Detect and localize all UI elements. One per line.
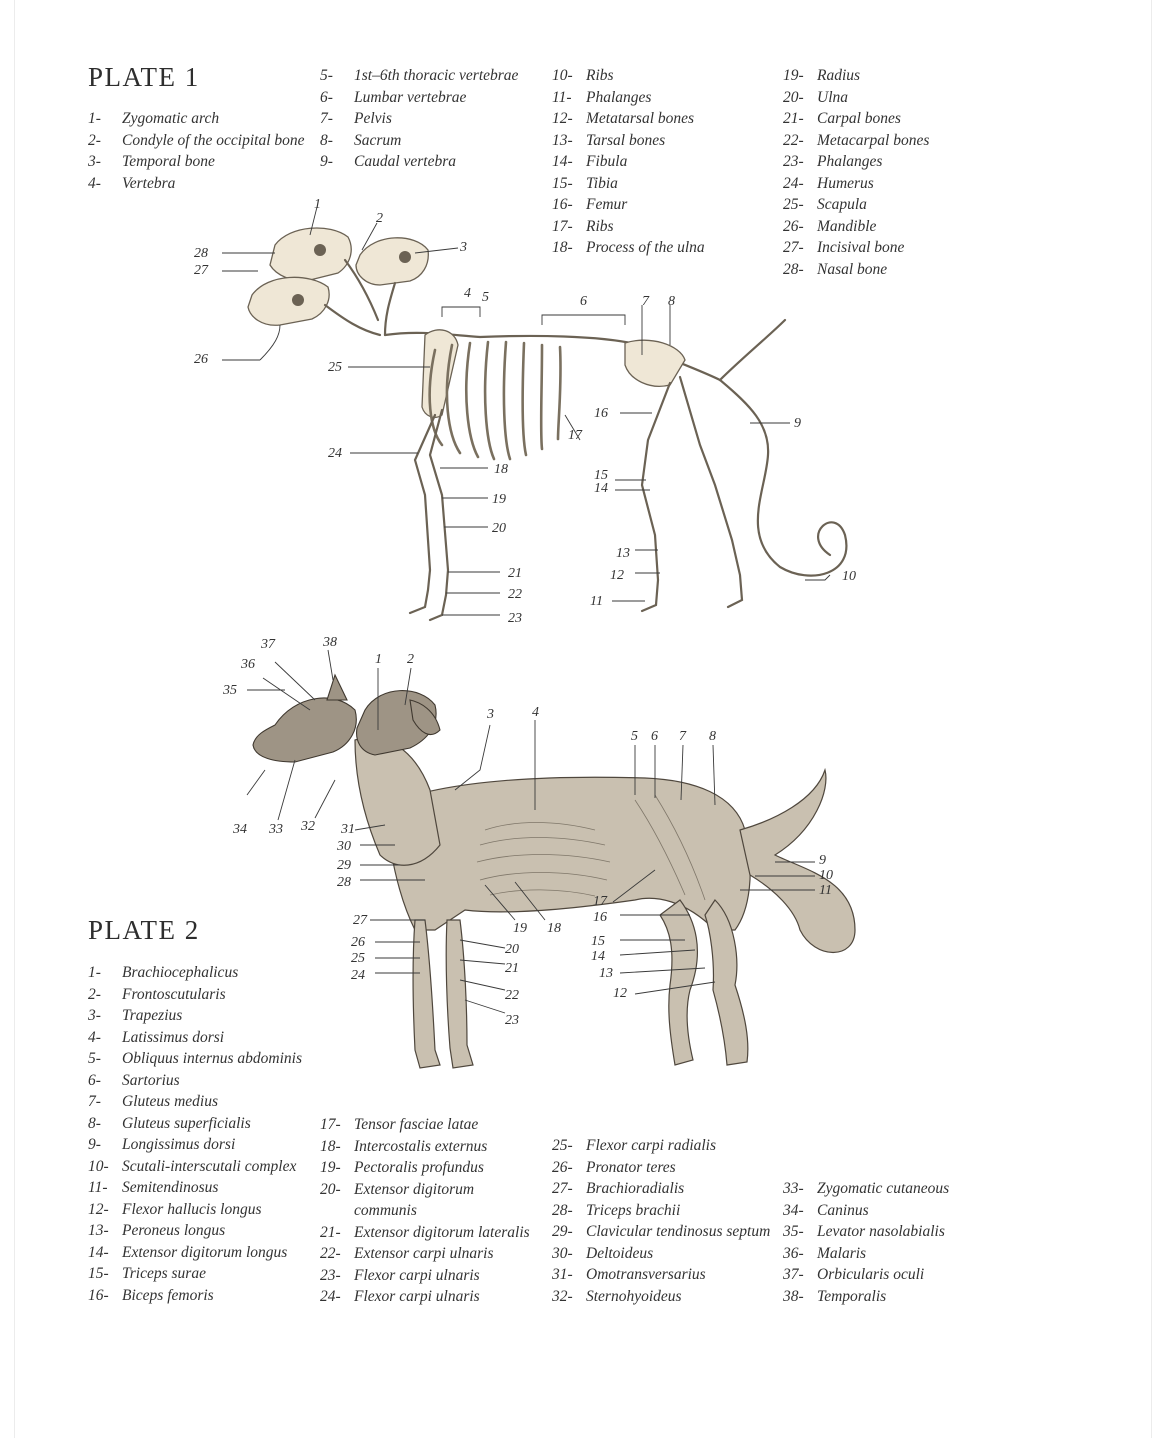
legend-number: 18-	[552, 239, 573, 256]
legend-item	[783, 1200, 949, 1222]
legend-item	[783, 108, 929, 130]
legend-item	[783, 130, 929, 152]
callout-27: 27	[353, 913, 367, 928]
legend-term: Frontoscutularis	[122, 985, 226, 1003]
callout-26: 26	[351, 935, 365, 950]
legend-number: 36-	[783, 1244, 804, 1262]
legend-number: 14-	[88, 1243, 109, 1261]
hind-leg-far	[680, 377, 742, 607]
legend-number: 24-	[783, 174, 804, 192]
callout-26: 26	[194, 352, 208, 367]
legend-number: 28-	[552, 1201, 573, 1219]
legend-term: Tensor fasciae latae	[354, 1116, 479, 1133]
legend-item	[320, 1157, 530, 1179]
legend-number: 32-	[552, 1287, 573, 1305]
legend-term: Tibia	[586, 174, 618, 192]
legend-item	[552, 87, 705, 109]
legend-number: 12-	[552, 110, 573, 127]
legend-item	[783, 173, 929, 195]
ribcage	[430, 342, 561, 459]
front-leg-near	[410, 415, 435, 613]
legend-term: Brachiocephalicus	[122, 964, 239, 981]
skeleton-illustration	[180, 195, 880, 635]
legend-number: 22-	[320, 1245, 341, 1262]
callout-14: 14	[591, 949, 605, 964]
legend-term: Vertebra	[122, 174, 176, 192]
legend-number: 13-	[88, 1222, 109, 1239]
legend-term: Scutali-interscutali complex	[122, 1157, 297, 1175]
legend-term: Ribs	[586, 217, 614, 235]
legend-term: Zygomatic cutaneous	[817, 1180, 950, 1197]
legend-term: Process of the ulna	[586, 239, 705, 256]
legend-item	[552, 108, 705, 130]
legend-item	[320, 1286, 530, 1308]
plate2-legend-col4	[783, 1178, 949, 1307]
callout-6: 6	[651, 729, 658, 744]
legend-item	[320, 1136, 530, 1158]
hind-leg-near	[642, 383, 670, 611]
legend-number: 5-	[88, 1050, 101, 1067]
legend-term: Biceps femoris	[122, 1286, 214, 1304]
plate2-legend-col1	[88, 962, 302, 1306]
legend-term: Malaris	[817, 1244, 867, 1262]
front-leg-far	[446, 920, 473, 1068]
legend-number: 20-	[783, 88, 804, 106]
callout-25: 25	[351, 951, 365, 966]
legend-item	[88, 1177, 302, 1199]
legend-term: Carpal bones	[817, 110, 901, 127]
callout-12: 12	[610, 568, 624, 583]
legend-item	[88, 1113, 302, 1135]
legend-term: Ulna	[817, 88, 848, 106]
callout-2: 2	[407, 652, 414, 667]
legend-term: Sacrum	[354, 131, 402, 149]
legend-term: Condyle of the occipital bone	[122, 131, 305, 149]
legend-term: Scapula	[817, 196, 867, 213]
legend-item	[783, 151, 929, 173]
callout-18: 18	[494, 462, 508, 477]
legend-number: 23-	[320, 1266, 341, 1284]
callout-35: 35	[223, 683, 237, 698]
legend-item	[783, 1221, 949, 1243]
legend-term: Nasal bone	[817, 260, 888, 278]
callout-23: 23	[508, 611, 522, 626]
legend-term: Fibula	[586, 153, 628, 170]
legend-term: 1st–6th thoracic vertebrae	[354, 67, 519, 84]
callout-20: 20	[492, 521, 506, 536]
legend-term: Flexor carpi ulnaris	[354, 1288, 480, 1305]
callout-13: 13	[599, 966, 613, 981]
legend-term: Phalanges	[817, 153, 883, 170]
plate1-legend-col1	[88, 108, 305, 194]
legend-term: Clavicular tendinosus septum	[586, 1223, 771, 1240]
legend-item	[88, 1070, 302, 1092]
legend-item	[552, 151, 705, 173]
legend-number: 2-	[88, 131, 101, 149]
plate2-title: PLATE 2	[88, 915, 200, 945]
legend-number: 30-	[552, 1244, 573, 1262]
callout-15: 15	[594, 468, 608, 483]
legend-term: Latissimus dorsi	[122, 1028, 225, 1046]
callout-3: 3	[487, 707, 494, 722]
legend-term: Incisival bone	[817, 239, 905, 256]
legend-number: 33-	[783, 1180, 804, 1197]
callout-27: 27	[194, 263, 208, 278]
legend-term: Pectoralis profundus	[354, 1159, 484, 1176]
legend-item	[320, 130, 518, 152]
legend-term: Extensor carpi ulnaris	[354, 1245, 494, 1262]
callout-9: 9	[819, 853, 826, 868]
legend-number: 20-	[320, 1180, 341, 1198]
callout-24: 24	[328, 446, 342, 461]
legend-item	[88, 108, 305, 130]
callout-22: 22	[505, 988, 519, 1003]
legend-number: 15-	[552, 174, 573, 192]
legend-item	[552, 173, 705, 195]
legend-number: 35-	[783, 1223, 804, 1240]
legend-number: 7-	[320, 110, 333, 127]
legend-item	[552, 1178, 770, 1200]
legend-number: 4-	[88, 174, 101, 192]
legend-term: Radius	[817, 67, 861, 84]
callout-1: 1	[314, 197, 321, 212]
legend-number: 18-	[320, 1137, 341, 1155]
legend-number: 23-	[783, 153, 804, 170]
legend-term: Temporal bone	[122, 153, 215, 170]
legend-item	[88, 962, 302, 984]
legend-number: 16-	[88, 1286, 109, 1304]
legend-number: 6-	[88, 1071, 101, 1089]
legend-number: 27-	[552, 1180, 573, 1197]
callout-7: 7	[679, 729, 686, 744]
callout-10: 10	[842, 569, 856, 584]
legend-item	[783, 87, 929, 109]
legend-term: Pronator teres	[586, 1158, 676, 1176]
legend-item	[552, 1221, 770, 1243]
legend-item	[783, 1286, 949, 1308]
callout-36: 36	[241, 657, 255, 672]
legend-number: 31-	[552, 1266, 573, 1283]
plate2-legend-col2	[320, 1114, 530, 1308]
legend-term: Pelvis	[354, 110, 392, 127]
tail	[720, 380, 846, 576]
legend-number: 13-	[552, 131, 573, 149]
musculature-illustration	[215, 630, 875, 1100]
legend-item	[88, 151, 305, 173]
legend-item	[320, 1222, 530, 1244]
legend-item	[320, 1265, 530, 1287]
legend-number: 28-	[783, 260, 804, 278]
callout-16: 16	[594, 406, 608, 421]
legend-item	[552, 1264, 770, 1286]
callout-16: 16	[593, 910, 607, 925]
legend-term: Flexor carpi ulnaris	[354, 1266, 480, 1284]
callout-9: 9	[794, 416, 801, 431]
legend-item	[88, 1048, 302, 1070]
legend-term: Caninus	[817, 1201, 869, 1219]
legend-item	[552, 1286, 770, 1308]
legend-item	[320, 108, 518, 130]
callout-10: 10	[819, 868, 833, 883]
callout-21: 21	[505, 961, 519, 976]
legend-term: Sartorius	[122, 1071, 180, 1089]
callout-15: 15	[591, 934, 605, 949]
callout-12: 12	[613, 986, 627, 1001]
callout-4: 4	[532, 705, 539, 720]
legend-term: Femur	[586, 196, 628, 213]
legend-number: 8-	[320, 131, 333, 149]
legend-number: 26-	[552, 1158, 573, 1176]
callout-23: 23	[505, 1013, 519, 1028]
callout-13: 13	[616, 546, 630, 561]
legend-item	[88, 1263, 302, 1285]
skull-1	[248, 228, 351, 325]
callout-5: 5	[482, 290, 489, 305]
legend-term: Temporalis	[817, 1287, 887, 1305]
legend-number: 7-	[88, 1093, 101, 1110]
legend-item	[552, 1200, 770, 1222]
legend-item	[552, 65, 705, 87]
legend-item	[88, 1027, 302, 1049]
legend-item	[320, 1114, 530, 1136]
callout-24: 24	[351, 968, 365, 983]
legend-number: 2-	[88, 985, 101, 1003]
legend-number: 5-	[320, 67, 333, 84]
legend-item	[320, 1200, 530, 1222]
legend-number: 29-	[552, 1223, 573, 1240]
callout-11: 11	[590, 594, 603, 609]
dog-body	[385, 777, 750, 930]
callout-7: 7	[642, 294, 649, 309]
callout-29: 29	[337, 858, 351, 873]
callout-25: 25	[328, 360, 342, 375]
callout-19: 19	[513, 921, 527, 936]
callout-21: 21	[508, 566, 522, 581]
legend-term: Deltoideus	[586, 1244, 654, 1262]
callout-3: 3	[460, 240, 467, 255]
callout-31: 31	[341, 822, 355, 837]
legend-term: Gluteus superficialis	[122, 1114, 251, 1132]
legend-term: Ribs	[586, 67, 614, 84]
callout-14: 14	[594, 481, 608, 496]
legend-item	[783, 1264, 949, 1286]
legend-term: Humerus	[817, 174, 874, 192]
legend-number: 17-	[320, 1116, 341, 1133]
legend-term: Levator nasolabialis	[817, 1223, 945, 1240]
legend-number: 21-	[320, 1223, 341, 1241]
legend-item	[88, 1220, 302, 1242]
legend-term: Longissimus dorsi	[122, 1136, 236, 1153]
legend-item	[552, 1243, 770, 1265]
legend-item	[88, 984, 302, 1006]
legend-number: 8-	[88, 1114, 101, 1132]
legend-item	[320, 87, 518, 109]
legend-item	[88, 173, 305, 195]
legend-number: 34-	[783, 1201, 804, 1219]
legend-term: Orbicularis oculi	[817, 1266, 925, 1283]
legend-number: 4-	[88, 1028, 101, 1046]
legend-number: 15-	[88, 1265, 109, 1282]
legend-number: 1-	[88, 110, 101, 127]
legend-item	[552, 130, 705, 152]
legend-term: Peroneus longus	[122, 1222, 226, 1239]
legend-term: Caudal vertebra	[354, 153, 457, 170]
callout-4: 4	[464, 286, 471, 301]
callout-20: 20	[505, 942, 519, 957]
legend-item	[88, 1242, 302, 1264]
legend-item	[320, 151, 518, 173]
callout-34: 34	[233, 822, 247, 837]
legend-term: Mandible	[817, 217, 877, 235]
legend-number: 1-	[88, 964, 101, 981]
callout-17: 17	[568, 428, 582, 443]
legend-number: 25-	[783, 196, 804, 213]
legend-term: Extensor digitorum lateralis	[354, 1223, 530, 1241]
legend-number: 3-	[88, 153, 101, 170]
legend-number: 11-	[88, 1179, 108, 1196]
legend-term: Flexor carpi radialis	[586, 1137, 717, 1154]
legend-item	[88, 1005, 302, 1027]
callout-19: 19	[492, 492, 506, 507]
callout-38: 38	[323, 635, 337, 650]
legend-number: 38-	[783, 1287, 804, 1305]
legend-number: 9-	[88, 1136, 101, 1153]
legend-number: 6-	[320, 88, 333, 106]
legend-term: Omotransversarius	[586, 1266, 706, 1283]
legend-number: 9-	[320, 153, 333, 170]
legend-number: 3-	[88, 1007, 101, 1024]
legend-item	[320, 1179, 530, 1201]
legend-term: Metacarpal bones	[817, 131, 930, 149]
legend-item	[88, 1199, 302, 1221]
callout-11: 11	[819, 883, 832, 898]
callout-33: 33	[269, 822, 283, 837]
legend-number: 16-	[552, 196, 573, 213]
legend-number: 19-	[783, 67, 804, 84]
legend-number: 24-	[320, 1288, 341, 1305]
legend-term: Zygomatic arch	[122, 110, 220, 127]
legend-term: Metatarsal bones	[586, 110, 695, 127]
legend-term: Semitendinosus	[122, 1179, 219, 1196]
skull-2	[356, 238, 428, 285]
pelvis	[625, 340, 685, 386]
legend-item	[552, 1135, 770, 1157]
neck-near	[355, 737, 440, 865]
legend-item	[88, 1285, 302, 1307]
legend-term: Sternohyoideus	[586, 1287, 682, 1305]
legend-term: Lumbar vertebrae	[354, 88, 467, 106]
plate1-title: PLATE 1	[88, 62, 200, 92]
plate1-legend-col2	[320, 65, 518, 173]
callout-28: 28	[194, 246, 208, 261]
legend-item	[88, 1134, 302, 1156]
legend-term: Extensor digitorum	[354, 1180, 475, 1198]
legend-item	[88, 1091, 302, 1113]
callout-8: 8	[668, 294, 675, 309]
callout-18: 18	[547, 921, 561, 936]
callout-6: 6	[580, 294, 587, 309]
legend-number: 21-	[783, 110, 804, 127]
callout-22: 22	[508, 587, 522, 602]
legend-term: Obliquus internus abdominis	[122, 1050, 302, 1067]
legend-term: Phalanges	[586, 88, 652, 106]
hind-leg-near	[660, 900, 697, 1065]
callout-1: 1	[375, 652, 382, 667]
legend-item	[320, 1243, 530, 1265]
plate2-legend-col3	[552, 1135, 770, 1307]
legend-number: 27-	[783, 239, 804, 256]
legend-term: Gluteus medius	[122, 1093, 219, 1110]
legend-item	[552, 1157, 770, 1179]
legend-item	[783, 1243, 949, 1265]
legend-number: 37-	[783, 1266, 804, 1283]
callout-5: 5	[631, 729, 638, 744]
legend-term: Flexor hallucis longus	[122, 1200, 262, 1218]
legend-number: 22-	[783, 131, 804, 149]
legend-term: Extensor digitorum longus	[122, 1243, 288, 1261]
callout-17: 17	[593, 894, 607, 909]
legend-item	[88, 1156, 302, 1178]
legend-number: 26-	[783, 217, 804, 235]
legend-item	[88, 130, 305, 152]
legend-term: communis	[354, 1202, 417, 1219]
callout-37: 37	[261, 637, 275, 652]
legend-number: 12-	[88, 1200, 109, 1218]
legend-number: 25-	[552, 1137, 573, 1154]
callout-8: 8	[709, 729, 716, 744]
callout-2: 2	[376, 211, 383, 226]
callout-30: 30	[337, 839, 351, 854]
legend-item	[783, 1178, 949, 1200]
legend-term: Triceps surae	[122, 1265, 206, 1282]
legend-term: Brachioradialis	[586, 1180, 685, 1197]
legend-term: Trapezius	[122, 1007, 183, 1024]
scapula	[422, 330, 458, 418]
legend-number: 17-	[552, 217, 573, 235]
legend-item	[320, 65, 518, 87]
legend-item	[783, 65, 929, 87]
legend-number: 10-	[88, 1157, 109, 1175]
legend-term: Intercostalis externus	[354, 1137, 488, 1155]
callout-32: 32	[301, 819, 315, 834]
legend-number: 19-	[320, 1159, 341, 1176]
legend-term: Triceps brachii	[586, 1201, 681, 1219]
legend-number: 14-	[552, 153, 573, 170]
legend-number: 10-	[552, 67, 573, 84]
tail	[740, 770, 855, 953]
callout-28: 28	[337, 875, 351, 890]
legend-number: 11-	[552, 88, 572, 106]
head-far	[253, 698, 356, 762]
legend-term: Tarsal bones	[586, 131, 666, 149]
